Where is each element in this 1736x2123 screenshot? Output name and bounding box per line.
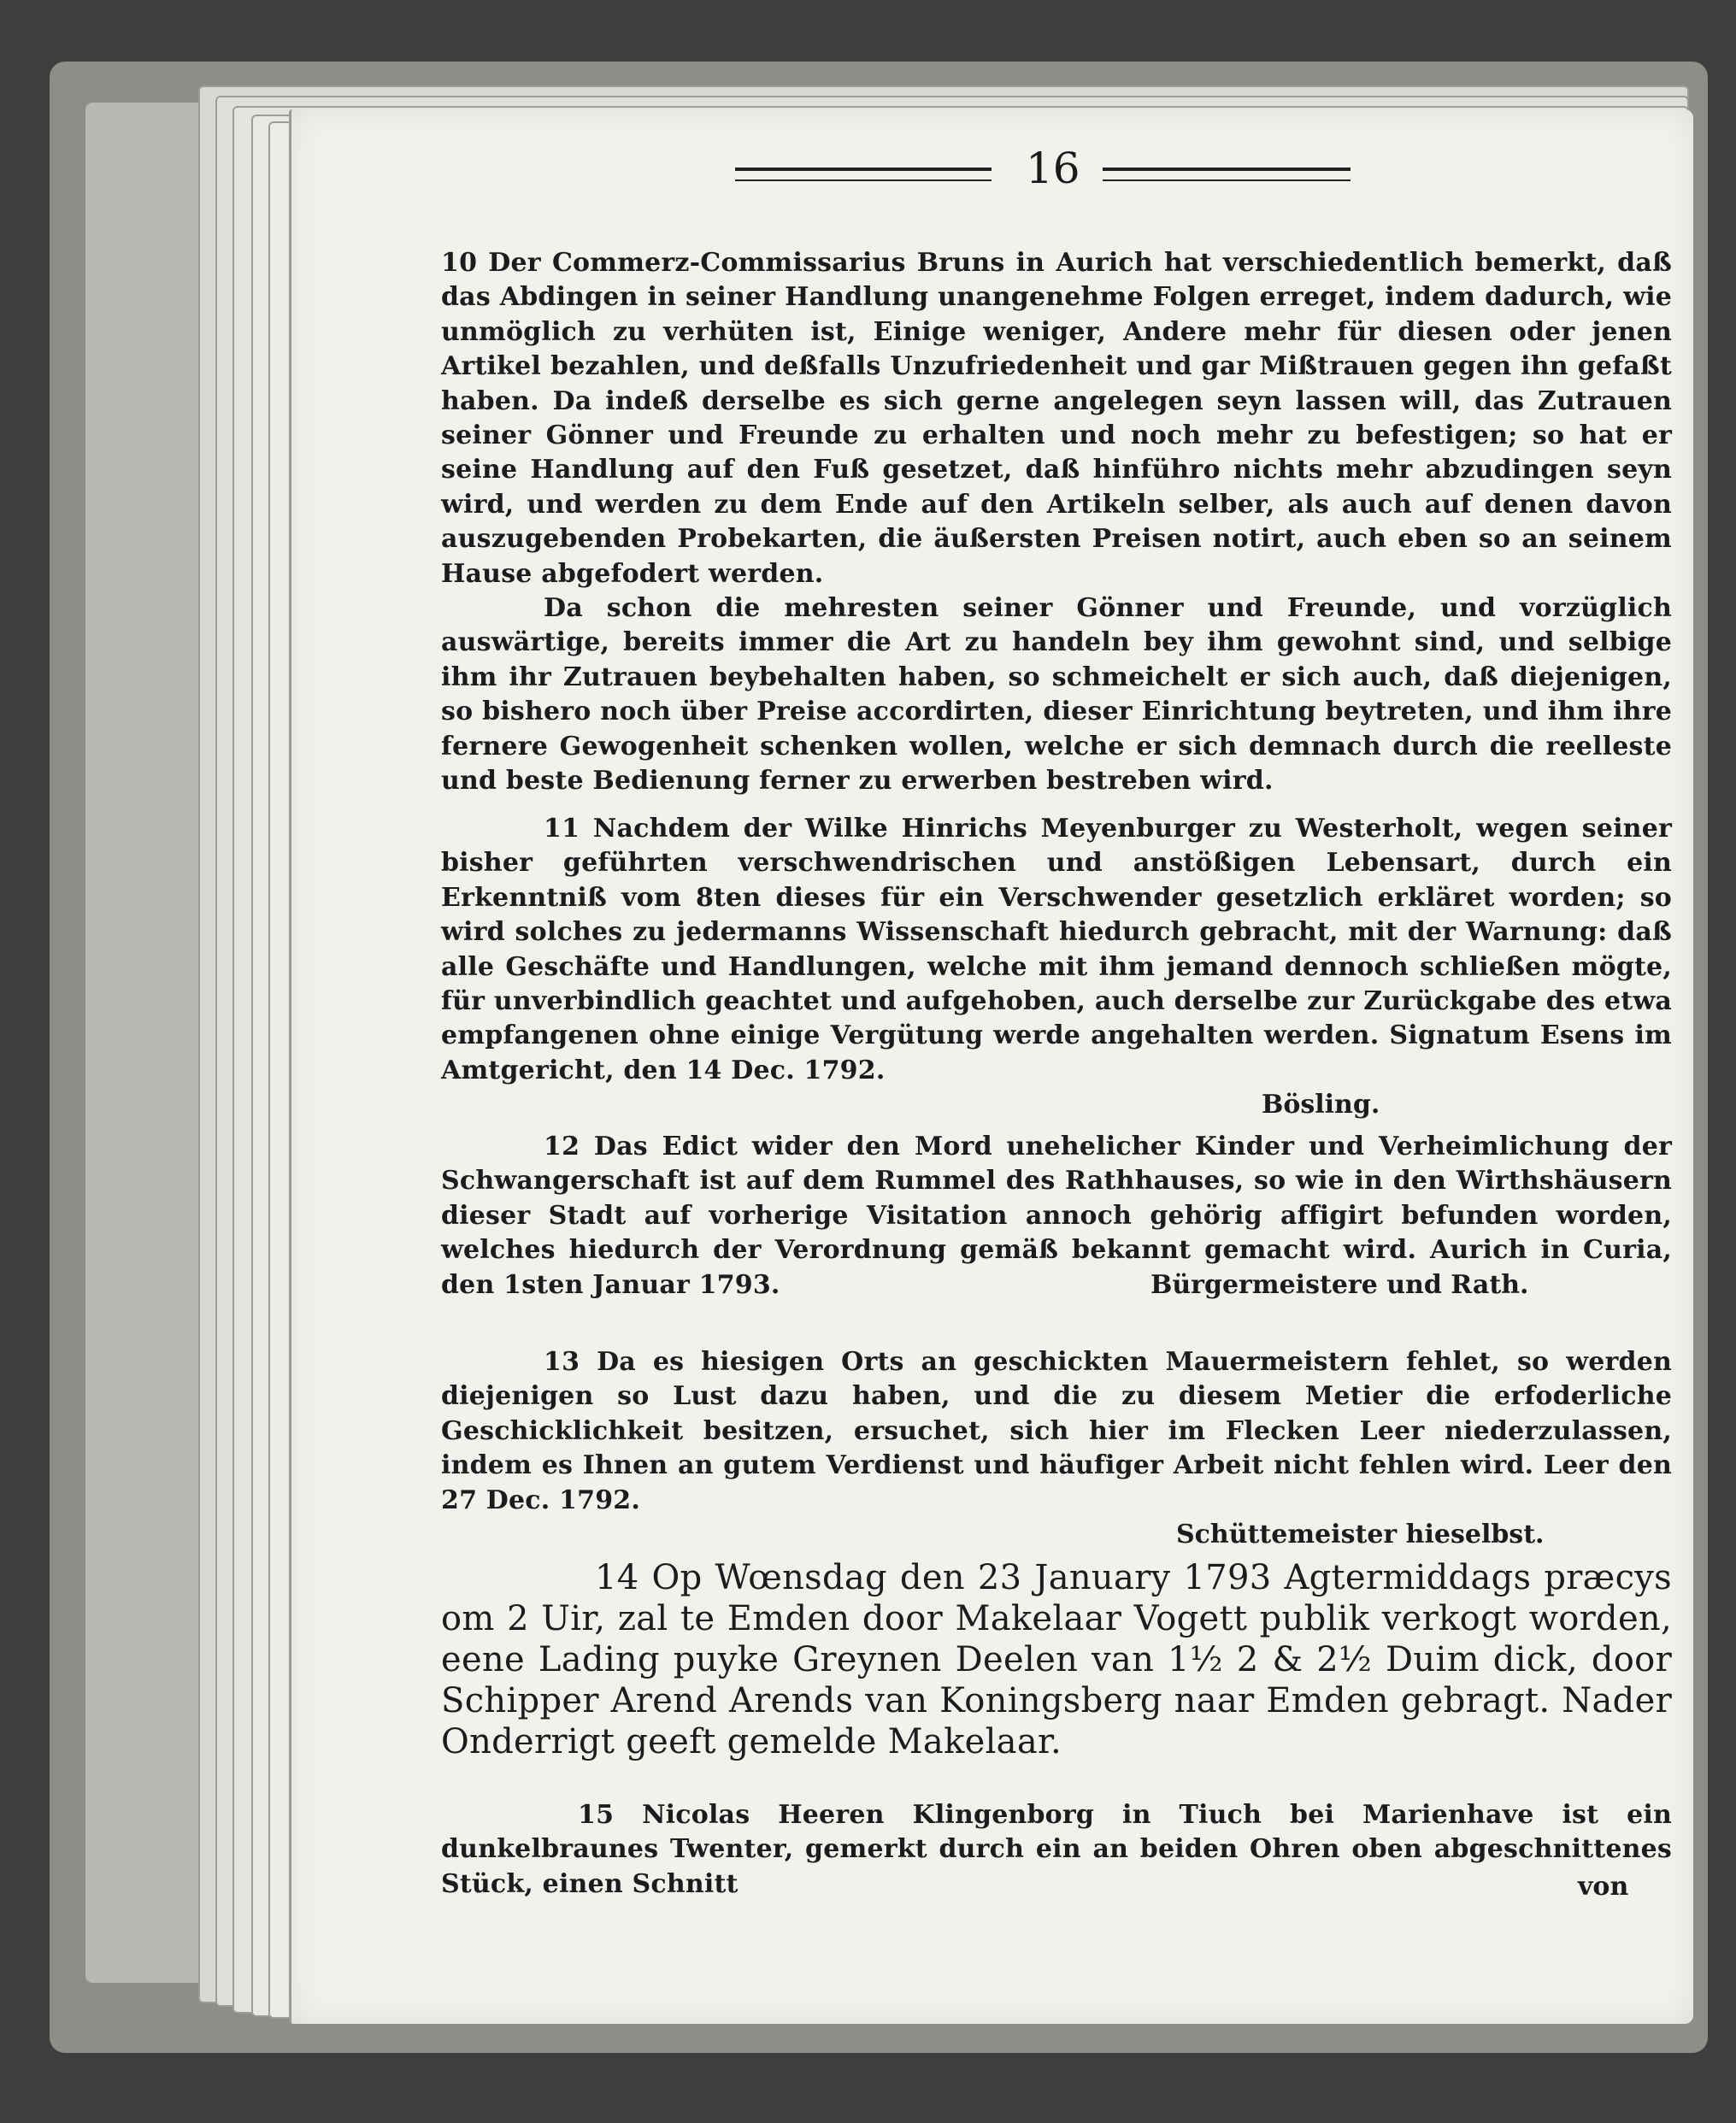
entry-signature: Schüttemeister hieselbst.	[1176, 1520, 1545, 1550]
entry-12	[441, 1130, 1672, 1303]
entry-paragraph: Da schon die mehresten seiner Gönner und Freunde, und vorzüglich auswärtige, bereits immer die Art zu handeln bey ihm gewohnt sind, und selbige ihm ihr Zutrauen beybehalten haben, so schmeichelt er sich auch, daß diejenigen, so bishero noch über Preise accordirten, dieser Einrichtung beytreten, und ihm ihre fernere Gewogenheit schenken wollen, welche er sich demnach durch die reelleste und beste Bedienung ferner zu erwerben bestreben wird.	[441, 593, 1672, 797]
entry-11	[441, 812, 1672, 1122]
catchword: von	[1578, 1872, 1629, 1902]
entry-13	[441, 1345, 1672, 1552]
entry-paragraph: 15 Nicolas Heeren Klingenborg in Tiuch bei Marienhave ist ein dunkelbraunes Twenter, gemerkt durch ein an beiden Ohren oben abgeschnittenes Stück, einen Schnitt	[441, 1800, 1672, 1899]
entry-paragraph: 13 Da es hiesigen Orts an geschickten Mauermeistern fehlet, so werden diejenigen so Lust dazu haben, und die zu diesem Metier die erfoderliche Geschicklichkeit besitzen, ersuchet, sich hier im Flecken Leer niederzulassen, indem es Ihnen an gutem Verdienst und häufiger Arbeit nicht fehlen wird. Leer den 27 Dec. 1792.	[441, 1347, 1672, 1515]
entry-15	[441, 1798, 1672, 1902]
entry-paragraph: 14 Op Wœnsdag den 23 January 1793 Agtermiddags præcys om 2 Uir, zal te Emden door Makelaar Vogett publik verkogt worden, eene Lading puyke Greynen Deelen van 1½ 2 & 2½ Duim dick, door Schipper Arend Arends van Koningsberg naar Emden gebragt. Nader Onderrigt geeft gemelde Makelaar.	[441, 1558, 1672, 1761]
entry-14	[441, 1557, 1672, 1762]
entry-10	[441, 246, 1672, 799]
entry-paragraph: 11 Nachdem der Wilke Hinrichs Meyenburger zu Westerholt, wegen seiner bisher geführten verschwendrischen und anstößigen Lebensart, durch ein Erkenntniß vom 8ten dieses für ein Verschwender gesetzlich erkläret worden; so wird solches zu jedermanns Wissenschaft hiedurch gebracht, mit der Warnung: daß alle Geschäfte und Handlungen, welche mit ihm jemand dennoch schließen mögte, für unverbindlich geachtet und aufgehoben, auch derselbe zur Zurückgabe des etwa empfangenen ohne einige Vergütung werde angehalten werden. Signatum Esens im Amtgericht, den 14 Dec. 1792.	[441, 814, 1672, 1085]
header-rule-right	[1103, 168, 1351, 181]
entry-signature: Bösling.	[1262, 1090, 1380, 1120]
header-rule-left	[735, 168, 992, 181]
entry-signature: Bürgermeistere und Rath.	[1150, 1270, 1529, 1301]
page-number: 16	[1026, 144, 1080, 193]
page-header	[735, 144, 1692, 195]
entry-paragraph: 10 Der Commerz-Commissarius Bruns in Aurich hat verschiedentlich bemerkt, daß das Abdingen in seiner Handlung unangenehme Folgen erreget, indem dadurch, wie unmöglich zu verhüten ist, Einige weniger, Andere mehr für diesen oder jenen Artikel bezahlen, und deßfalls Unzufriedenheit und gar Mißtrauen gegen ihn gefaßt haben. Da indeß derselbe es sich gerne angelegen seyn lassen will, das Zutrauen seiner Gönner und Freunde zu erhalten und noch mehr zu befestigen; so hat er seine Handlung auf den Fuß gesetzet, daß hinführo nichts mehr abzudingen seyn wird, und werden zu dem Ende auf den Artikeln selber, als auch auf denen davon auszugebenden Probekarten, die äußersten Preisen notirt, auch eben so an seinem Hause abgefodert werden.	[441, 248, 1672, 589]
entry-paragraph: 12 Das Edict wider den Mord unehelicher Kinder und Verheimlichung der Schwangerschaft ist auf dem Rummel des Rathhauses, so wie in den Wirthshäusern dieser Stadt auf vorherige Visitation annoch gehörig affigirt befunden worden, welches hiedurch der Verordnung gemäß bekannt gemacht wird. Aurich in Curia, den 1sten Januar 1793.	[441, 1132, 1672, 1300]
cover-edge	[85, 103, 205, 1983]
